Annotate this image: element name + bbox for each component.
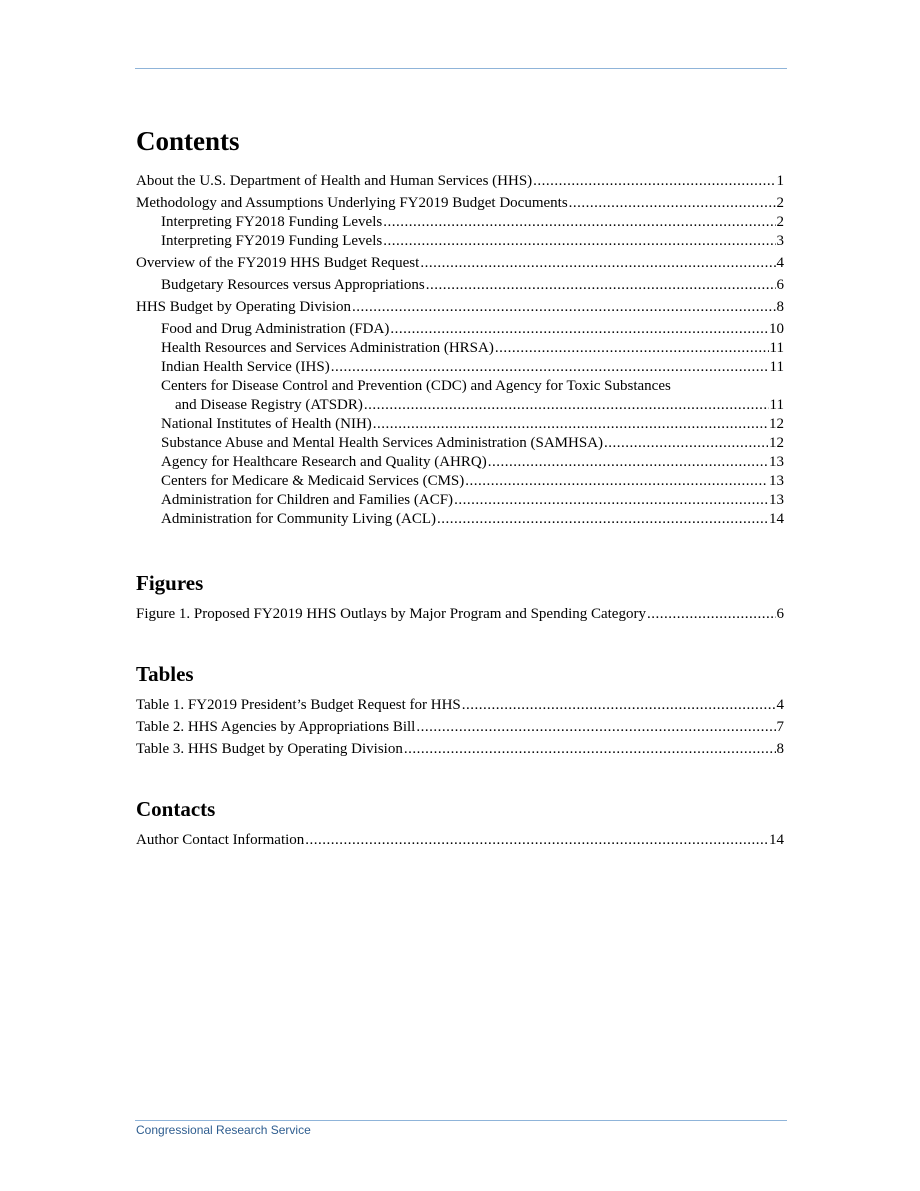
table-entry[interactable] — [136, 718, 784, 737]
toc-entry-page: 13 — [769, 473, 784, 489]
toc-entry-label: Interpreting FY2018 Funding Levels — [161, 214, 383, 230]
toc-leader-dots — [383, 213, 775, 232]
figures-section — [136, 569, 784, 624]
toc-entry-page: 11 — [769, 359, 784, 375]
toc-leader-dots — [533, 172, 775, 191]
toc-entry-label: Administration for Community Living (ACL) — [161, 511, 436, 527]
toc-leader-dots — [305, 831, 768, 850]
toc-page — [136, 124, 784, 850]
toc-subentry[interactable] — [136, 213, 784, 232]
toc-leader-dots — [404, 740, 776, 759]
toc-leader-dots — [373, 415, 768, 434]
toc-entry[interactable] — [136, 172, 784, 191]
toc-entry-page: 10 — [769, 321, 784, 337]
contents-heading: Contents — [136, 126, 240, 156]
toc-entry-page: 12 — [769, 435, 784, 451]
toc-entry-label: Overview of the FY2019 HHS Budget Request — [136, 255, 420, 271]
toc-entry-page: 11 — [769, 340, 784, 356]
toc-entry-label: Substance Abuse and Mental Health Services Administration (SAMHSA) — [161, 435, 604, 451]
toc-entry-label: Indian Health Service (IHS) — [161, 359, 330, 375]
toc-leader-dots — [488, 453, 768, 472]
toc-leader-dots — [495, 339, 769, 358]
toc-entry-label: Figure 1. Proposed FY2019 HHS Outlays by Major Program and Spending Category — [136, 606, 646, 622]
toc-entry[interactable] — [136, 194, 784, 213]
toc-entry-page: 6 — [776, 606, 784, 622]
toc-entry-page: 4 — [776, 255, 784, 271]
toc-entry-label: Food and Drug Administration (FDA) — [161, 321, 390, 337]
toc-entry[interactable] — [136, 254, 784, 273]
toc-leader-dots — [420, 254, 775, 273]
toc-entry-page: 11 — [769, 397, 784, 413]
toc-entry-label: Interpreting FY2019 Funding Levels — [161, 233, 383, 249]
contacts-section — [136, 795, 784, 850]
toc-entry-label: Author Contact Information — [136, 832, 305, 848]
toc-leader-dots — [604, 434, 768, 453]
toc-subentry[interactable] — [136, 434, 784, 453]
toc-subentry-multiline[interactable] — [136, 377, 784, 415]
figures-heading: Figures — [136, 571, 204, 595]
toc-entry-label: Budgetary Resources versus Appropriations — [161, 277, 425, 293]
toc-entry-page: 8 — [776, 741, 784, 757]
tables-heading: Tables — [136, 662, 194, 686]
toc-leader-dots — [569, 194, 776, 213]
toc-entry-page: 1 — [776, 173, 784, 189]
toc-subentry[interactable] — [136, 339, 784, 358]
toc-entry-page: 3 — [776, 233, 784, 249]
toc-entry-page: 2 — [776, 214, 784, 230]
footer-text: Congressional Research Service — [136, 1123, 311, 1137]
table-entry[interactable] — [136, 740, 784, 759]
toc-leader-dots — [416, 718, 775, 737]
toc-entry-label-line1: Centers for Disease Control and Prevention (CDC) and Agency for Toxic Substances — [161, 378, 671, 394]
toc-entry-page: 14 — [769, 511, 784, 527]
toc-leader-dots — [454, 491, 768, 510]
tables-section — [136, 660, 784, 759]
toc-entry-label: Table 1. FY2019 President’s Budget Request for HHS — [136, 697, 461, 713]
toc-entry[interactable] — [136, 298, 784, 317]
toc-entry-page: 13 — [769, 454, 784, 470]
toc-entry-label: Table 2. HHS Agencies by Appropriations Bill — [136, 719, 416, 735]
toc-entry-page: 6 — [776, 277, 784, 293]
toc-entry-label: Methodology and Assumptions Underlying FY2019 Budget Documents — [136, 195, 568, 211]
toc-entry-page: 14 — [769, 832, 784, 848]
toc-leader-dots — [437, 510, 768, 529]
table-entry[interactable] — [136, 696, 784, 715]
toc-subentry[interactable] — [136, 358, 784, 377]
toc-leader-dots — [465, 472, 768, 491]
toc-entry-page: 7 — [776, 719, 784, 735]
toc-entry-label: Health Resources and Services Administration (HRSA) — [161, 340, 494, 356]
header-rule — [135, 68, 787, 69]
toc-entry-continuation — [161, 396, 784, 415]
toc-subentry[interactable] — [136, 232, 784, 251]
toc-leader-dots — [647, 605, 776, 624]
toc-subentry[interactable] — [136, 491, 784, 510]
toc-entry-page: 13 — [769, 492, 784, 508]
toc-entry-label: Table 3. HHS Budget by Operating Division — [136, 741, 403, 757]
toc-entry-label: National Institutes of Health (NIH) — [161, 416, 372, 432]
toc-leader-dots — [390, 320, 768, 339]
toc-entry-page: 4 — [776, 697, 784, 713]
toc-entry-page: 2 — [776, 195, 784, 211]
figure-entry[interactable] — [136, 605, 784, 624]
footer-rule — [135, 1120, 787, 1121]
toc-leader-dots — [364, 396, 769, 415]
contacts-heading: Contacts — [136, 797, 216, 821]
toc-leader-dots — [426, 276, 776, 295]
toc-entry-label: Agency for Healthcare Research and Quality (AHRQ) — [161, 454, 487, 470]
toc-leader-dots — [462, 696, 776, 715]
toc-leader-dots — [352, 298, 776, 317]
toc-entry-page: 8 — [776, 299, 784, 315]
toc-entry-label: Administration for Children and Families (ACF) — [161, 492, 454, 508]
toc-leader-dots — [331, 358, 769, 377]
toc-entry-label: HHS Budget by Operating Division — [136, 299, 351, 315]
toc-subentry[interactable] — [136, 453, 784, 472]
toc-entry-page: 12 — [769, 416, 784, 432]
toc-subentry[interactable] — [136, 276, 784, 295]
toc-leader-dots — [383, 232, 775, 251]
contact-entry[interactable] — [136, 831, 784, 850]
toc-entry-label: Centers for Medicare & Medicaid Services (CMS) — [161, 473, 465, 489]
toc-entry-label: About the U.S. Department of Health and Human Services (HHS) — [136, 173, 533, 189]
toc-subentry[interactable] — [136, 320, 784, 339]
toc-subentry[interactable] — [136, 472, 784, 491]
toc-subentry[interactable] — [136, 510, 784, 529]
toc-entry-label-line2: and Disease Registry (ATSDR) — [175, 397, 363, 413]
toc-subentry[interactable] — [136, 415, 784, 434]
